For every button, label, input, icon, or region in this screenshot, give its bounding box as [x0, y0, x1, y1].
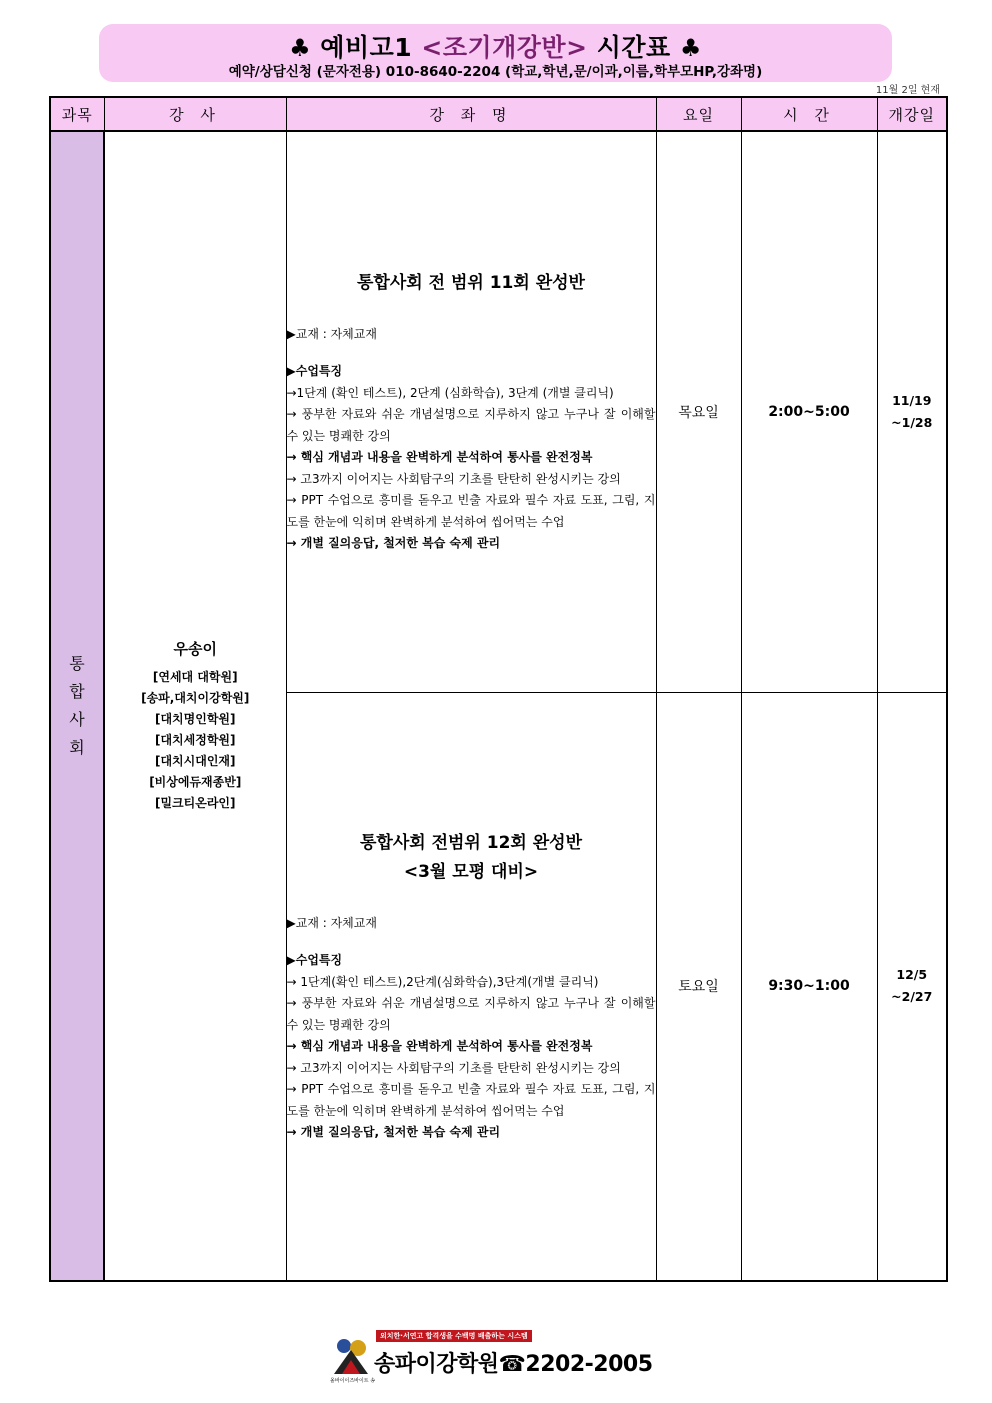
teacher-affiliation: [송파,대치이강학원] [141, 691, 250, 705]
title-prefix: 예비고1 [320, 33, 413, 62]
teacher-affiliation: [연세대 대학원] [152, 670, 238, 684]
subject-char: 회 [69, 738, 85, 757]
start-date-cell [877, 692, 947, 1281]
day-cell: 토요일 [656, 692, 741, 1281]
course-feature: → 핵심 개념과 내용을 완벽하게 분석하여 통사를 완전정복 [286, 450, 593, 465]
telephone-icon phone-number: ☎2202-2005 [498, 1352, 653, 1377]
teacher-affiliation: [대치명인학원] [154, 712, 236, 726]
col-header-day: 요일 [656, 97, 741, 131]
title-banner [99, 24, 892, 82]
club-icon: ♣ [289, 34, 312, 62]
course-title-line: <3월 모평 대비> [403, 861, 539, 882]
course-feature: → 풍부한 자료와 쉬운 개념설명으로 지루하지 않고 누구나 잘 이해할 수 있는 명쾌한 강의 [286, 996, 656, 1032]
course-feature: → 풍부한 자료와 쉬운 개념설명으로 지루하지 않고 누구나 잘 이해할 수 있는 명쾌한 강의 [286, 407, 656, 443]
subject-cell [50, 131, 104, 1281]
course-feature: →1단계 (확인 테스트), 2단계 (심화학습), 3단계 (개별 클리닉) [286, 385, 614, 400]
course-feature: → 개별 질의응답, 철저한 복습 숙제 관리 [286, 536, 501, 551]
col-header-teacher: 강 사 [104, 97, 286, 131]
start-date: 12/5 [896, 967, 928, 983]
teacher-affiliation: [밀크티온라인] [154, 796, 236, 810]
subject-char: 통 [69, 654, 85, 673]
schedule-table [49, 96, 948, 1282]
teacher-affiliation: [비상에듀재종반] [149, 775, 242, 789]
course-cell [286, 692, 656, 1281]
start-date-cell [877, 131, 947, 692]
title-suffix: 시간표 [596, 33, 671, 62]
time-cell: 2:00~5:00 [741, 131, 877, 692]
teacher-affiliation: [대치세정학원] [154, 733, 236, 747]
academy-footer [330, 1328, 670, 1384]
course-features-label: ▶수업특징 [286, 364, 343, 379]
table-header-row [50, 97, 947, 131]
course-feature: → 고3까지 이어지는 사회탐구의 기초를 탄탄히 완성시키는 강의 [286, 1060, 621, 1075]
academy-logo-icon [330, 1332, 372, 1376]
end-date: ~2/27 [891, 989, 933, 1005]
teacher-affiliation: [대치시대인재] [154, 754, 236, 768]
teacher-name: 우송이 [173, 640, 217, 658]
end-date: ~1/28 [891, 414, 933, 430]
footer-slogan: 외치한·서연고 합격생을 수백명 배출하는 시스템 [376, 1330, 532, 1342]
logo-subtext: 올바이이즈바이트 송 [330, 1378, 376, 1384]
footer-brand [374, 1347, 653, 1378]
course-title [287, 829, 656, 887]
time-cell: 9:30~1:00 [741, 692, 877, 1281]
subject-char: 합 [69, 682, 85, 701]
teacher-cell [104, 131, 286, 1281]
col-header-time: 시 간 [741, 97, 877, 131]
course-feature: → PPT 수업으로 흥미를 돋우고 빈출 자료와 필수 자료 도표, 그림, 지도를 한눈에 익히며 완벽하게 분석하여 씹어먹는 수업 [286, 1082, 656, 1118]
col-header-course: 강 좌 명 [286, 97, 656, 131]
course-feature: → 핵심 개념과 내용을 완벽하게 분석하여 통사를 완전정복 [286, 1039, 593, 1054]
subject-char: 사 [69, 710, 85, 729]
course-features-label: ▶수업특징 [286, 953, 343, 968]
course-feature: → PPT 수업으로 흥미를 돋우고 빈출 자료와 필수 자료 도표, 그림, 지도를 한눈에 익히며 완벽하게 분석하여 씹어먹는 수업 [286, 493, 656, 529]
brand-name: 송파이강학원 [374, 1352, 499, 1377]
table-row [50, 131, 947, 692]
course-feature: → 고3까지 이어지는 사회탐구의 기초를 탄탄히 완성시키는 강의 [286, 471, 621, 486]
course-textbook: ▶교재 : 자체교재 [286, 915, 377, 930]
title-highlight: <조기개강반> [421, 33, 588, 62]
as-of-date: 11월 2일 현재 [875, 85, 940, 96]
course-feature: → 개별 질의응답, 철저한 복습 숙제 관리 [286, 1125, 501, 1140]
course-title-line: 통합사회 전범위 12회 완성반 [359, 832, 583, 853]
day-cell: 목요일 [656, 131, 741, 692]
course-feature: → 1단계(확인 테스트),2단계(심화학습),3단계(개별 클리닉) [286, 974, 599, 989]
start-date: 11/19 [892, 392, 932, 408]
col-header-start: 개강일 [877, 97, 947, 131]
col-header-subject: 과목 [50, 97, 104, 131]
club-icon: ♣ [679, 34, 702, 62]
page-title [99, 28, 892, 64]
course-textbook: ▶교재 : 자체교재 [286, 326, 377, 341]
contact-subtitle: 예약/상담신청 (문자전용) 010-8640-2204 (학교,학년,문/이과,이름,학부모HP,강좌명) [228, 64, 763, 80]
course-cell [286, 131, 656, 692]
course-title: 통합사회 전 범위 11회 완성반 [357, 272, 585, 293]
